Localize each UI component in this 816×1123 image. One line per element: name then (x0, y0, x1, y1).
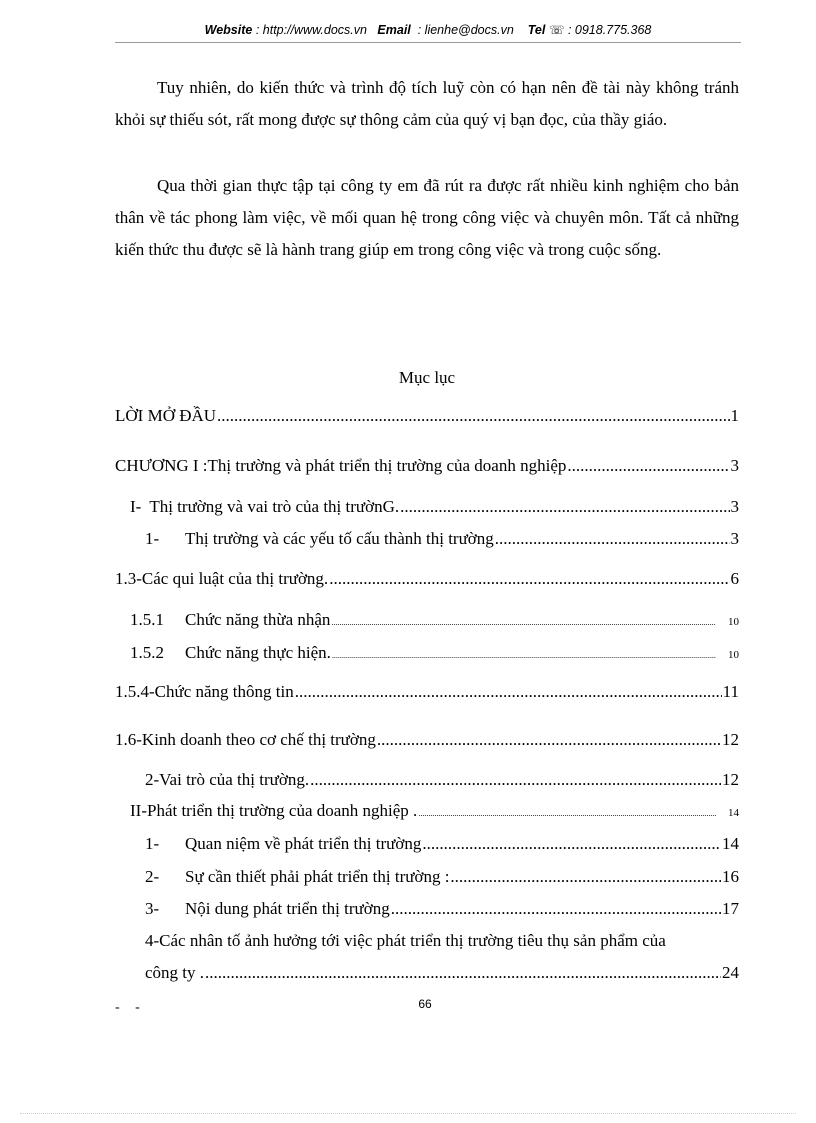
toc-entry-text: CHƯƠNG I :Thị trường và phát triển thị trường của doanh nghiệp (115, 456, 567, 475)
toc-leader-dots (295, 682, 722, 702)
toc-entry[interactable] (130, 643, 739, 667)
toc-entry[interactable] (115, 569, 739, 593)
toc-entry[interactable] (130, 610, 739, 634)
toc-entry-number: 1- (145, 529, 160, 548)
toc-entry[interactable] (115, 406, 739, 430)
toc-leader-dots (422, 834, 721, 854)
toc-entry-page: 3 (730, 497, 739, 516)
toc-leader-dots (567, 456, 729, 476)
tel-label: Tel (527, 23, 546, 37)
toc-leader-dots (450, 867, 721, 887)
toc-entry-text: LỜI MỞ ĐẦU (115, 406, 217, 425)
toc-leader-dots (377, 730, 721, 750)
toc-entry-page: 1 (730, 406, 739, 425)
email-label: Email (377, 23, 411, 37)
page-header (115, 22, 741, 37)
toc-entry-text: Chức năng thực hiện. (185, 643, 331, 662)
email-value[interactable]: : lienhe@docs.vn (417, 23, 514, 37)
toc-entry-page: 11 (722, 682, 739, 701)
toc-entry-text: 1.3-Các qui luật của thị trường. (115, 569, 329, 588)
toc-leader-dots (217, 406, 729, 426)
toc-entry-page: 6 (730, 569, 739, 588)
toc-entry[interactable] (130, 801, 739, 825)
website-value[interactable]: : http://www.docs.vn (255, 23, 367, 37)
paragraph-1: Tuy nhiên, do kiến thức và trình độ tích luỹ còn có hạn nên đề tài này không tránh khỏi sự thiếu sót, rất mong được sự thông cảm của quý vị bạn đọc, của thầy giáo. (115, 78, 739, 129)
toc-entry-text: Chức năng thừa nhận (185, 610, 331, 629)
toc-entry-number: 1- (145, 834, 160, 853)
toc-entry[interactable] (145, 867, 739, 891)
toc-entry-text: Thị trường và vai trò của thị trườnG. (149, 497, 400, 516)
toc-leader-dots (310, 770, 721, 790)
toc-entry[interactable] (145, 963, 739, 987)
toc-entry-text: công ty . (145, 963, 205, 982)
toc-entry-text: 2-Vai trò của thị trường. (145, 770, 310, 789)
website-label: Website (204, 23, 253, 37)
toc-entry-page: 3 (730, 456, 739, 475)
page-number: 66 (418, 997, 432, 1011)
toc-entry[interactable] (145, 899, 739, 923)
toc-leader-dots (400, 497, 729, 517)
toc-entry-number: 1.5.1 (130, 610, 164, 629)
toc-entry[interactable] (115, 456, 739, 480)
header-divider (115, 42, 741, 43)
toc-entry-page: 17 (722, 899, 739, 918)
toc-entry-text: Sự cần thiết phải phát triển thị trường : (185, 867, 450, 886)
toc-entry-page: 14 (728, 807, 739, 819)
toc-entry[interactable] (145, 834, 739, 858)
toc-entry[interactable] (145, 770, 739, 794)
toc-entry-text: Thị trường và các yếu tố cấu thành thị trường (185, 529, 494, 548)
toc-leader-dots (495, 529, 730, 549)
toc-entry-text: II-Phát triển thị trường của doanh nghiệp . (130, 801, 418, 820)
toc-entry[interactable] (145, 529, 739, 553)
toc-leader-dots (332, 651, 716, 660)
tel-value: : 0918.775.368 (567, 23, 652, 37)
toc-leader-dots (205, 963, 721, 983)
toc-leader-dots (329, 569, 729, 589)
toc-entry-page: 24 (722, 963, 739, 982)
toc-entry-text: 1.6-Kinh doanh theo cơ chế thị trường (115, 730, 376, 749)
toc-entry-page: 14 (722, 834, 739, 853)
telephone-icon: ☏ (548, 23, 565, 37)
toc-leader-dots (331, 618, 716, 627)
toc-entry-number: 2- (145, 867, 160, 886)
paragraph-2: Qua thời gian thực tập tại công ty em đã rút ra được rất nhiều kinh nghiệm cho bản thân về tác phong làm việc, về mối quan hệ trong công việc và chuyên môn. Tất cả những kiến thức thu được sẽ là hành trang giúp em trong công việc và trong cuộc sống. (115, 176, 739, 259)
toc-entry[interactable] (115, 730, 739, 754)
toc-entry-number: 3- (145, 899, 160, 918)
toc-entry[interactable] (115, 682, 739, 706)
toc-entry-text: 1.5.4-Chức năng thông tin (115, 682, 294, 701)
toc-entry-number: 1.5.2 (130, 643, 164, 662)
page-bottom-border (20, 1113, 796, 1114)
toc-entry-page: 12 (722, 730, 739, 749)
toc-leader-dots (391, 899, 721, 919)
toc-entry-page: 12 (722, 770, 739, 789)
toc-entry-page: 10 (728, 649, 739, 661)
toc-entry-page: 10 (728, 616, 739, 628)
toc-title: Mục lục (398, 368, 456, 387)
toc-entry-page: 16 (722, 867, 739, 886)
toc-entry-number: I- (130, 497, 142, 516)
toc-entry-page: 3 (730, 529, 739, 548)
toc-entry-text: Quan niệm về phát triển thị trường (185, 834, 422, 853)
footer-marks: - - (115, 1000, 146, 1015)
toc-entry[interactable] (130, 497, 739, 521)
toc-entry-text: Nội dung phát triển thị trường (185, 899, 390, 918)
toc-entry-text[interactable]: 4-Các nhân tố ảnh hưởng tới việc phát triển thị trường tiêu thụ sản phẩm của (145, 931, 666, 950)
toc-leader-dots (418, 809, 716, 818)
